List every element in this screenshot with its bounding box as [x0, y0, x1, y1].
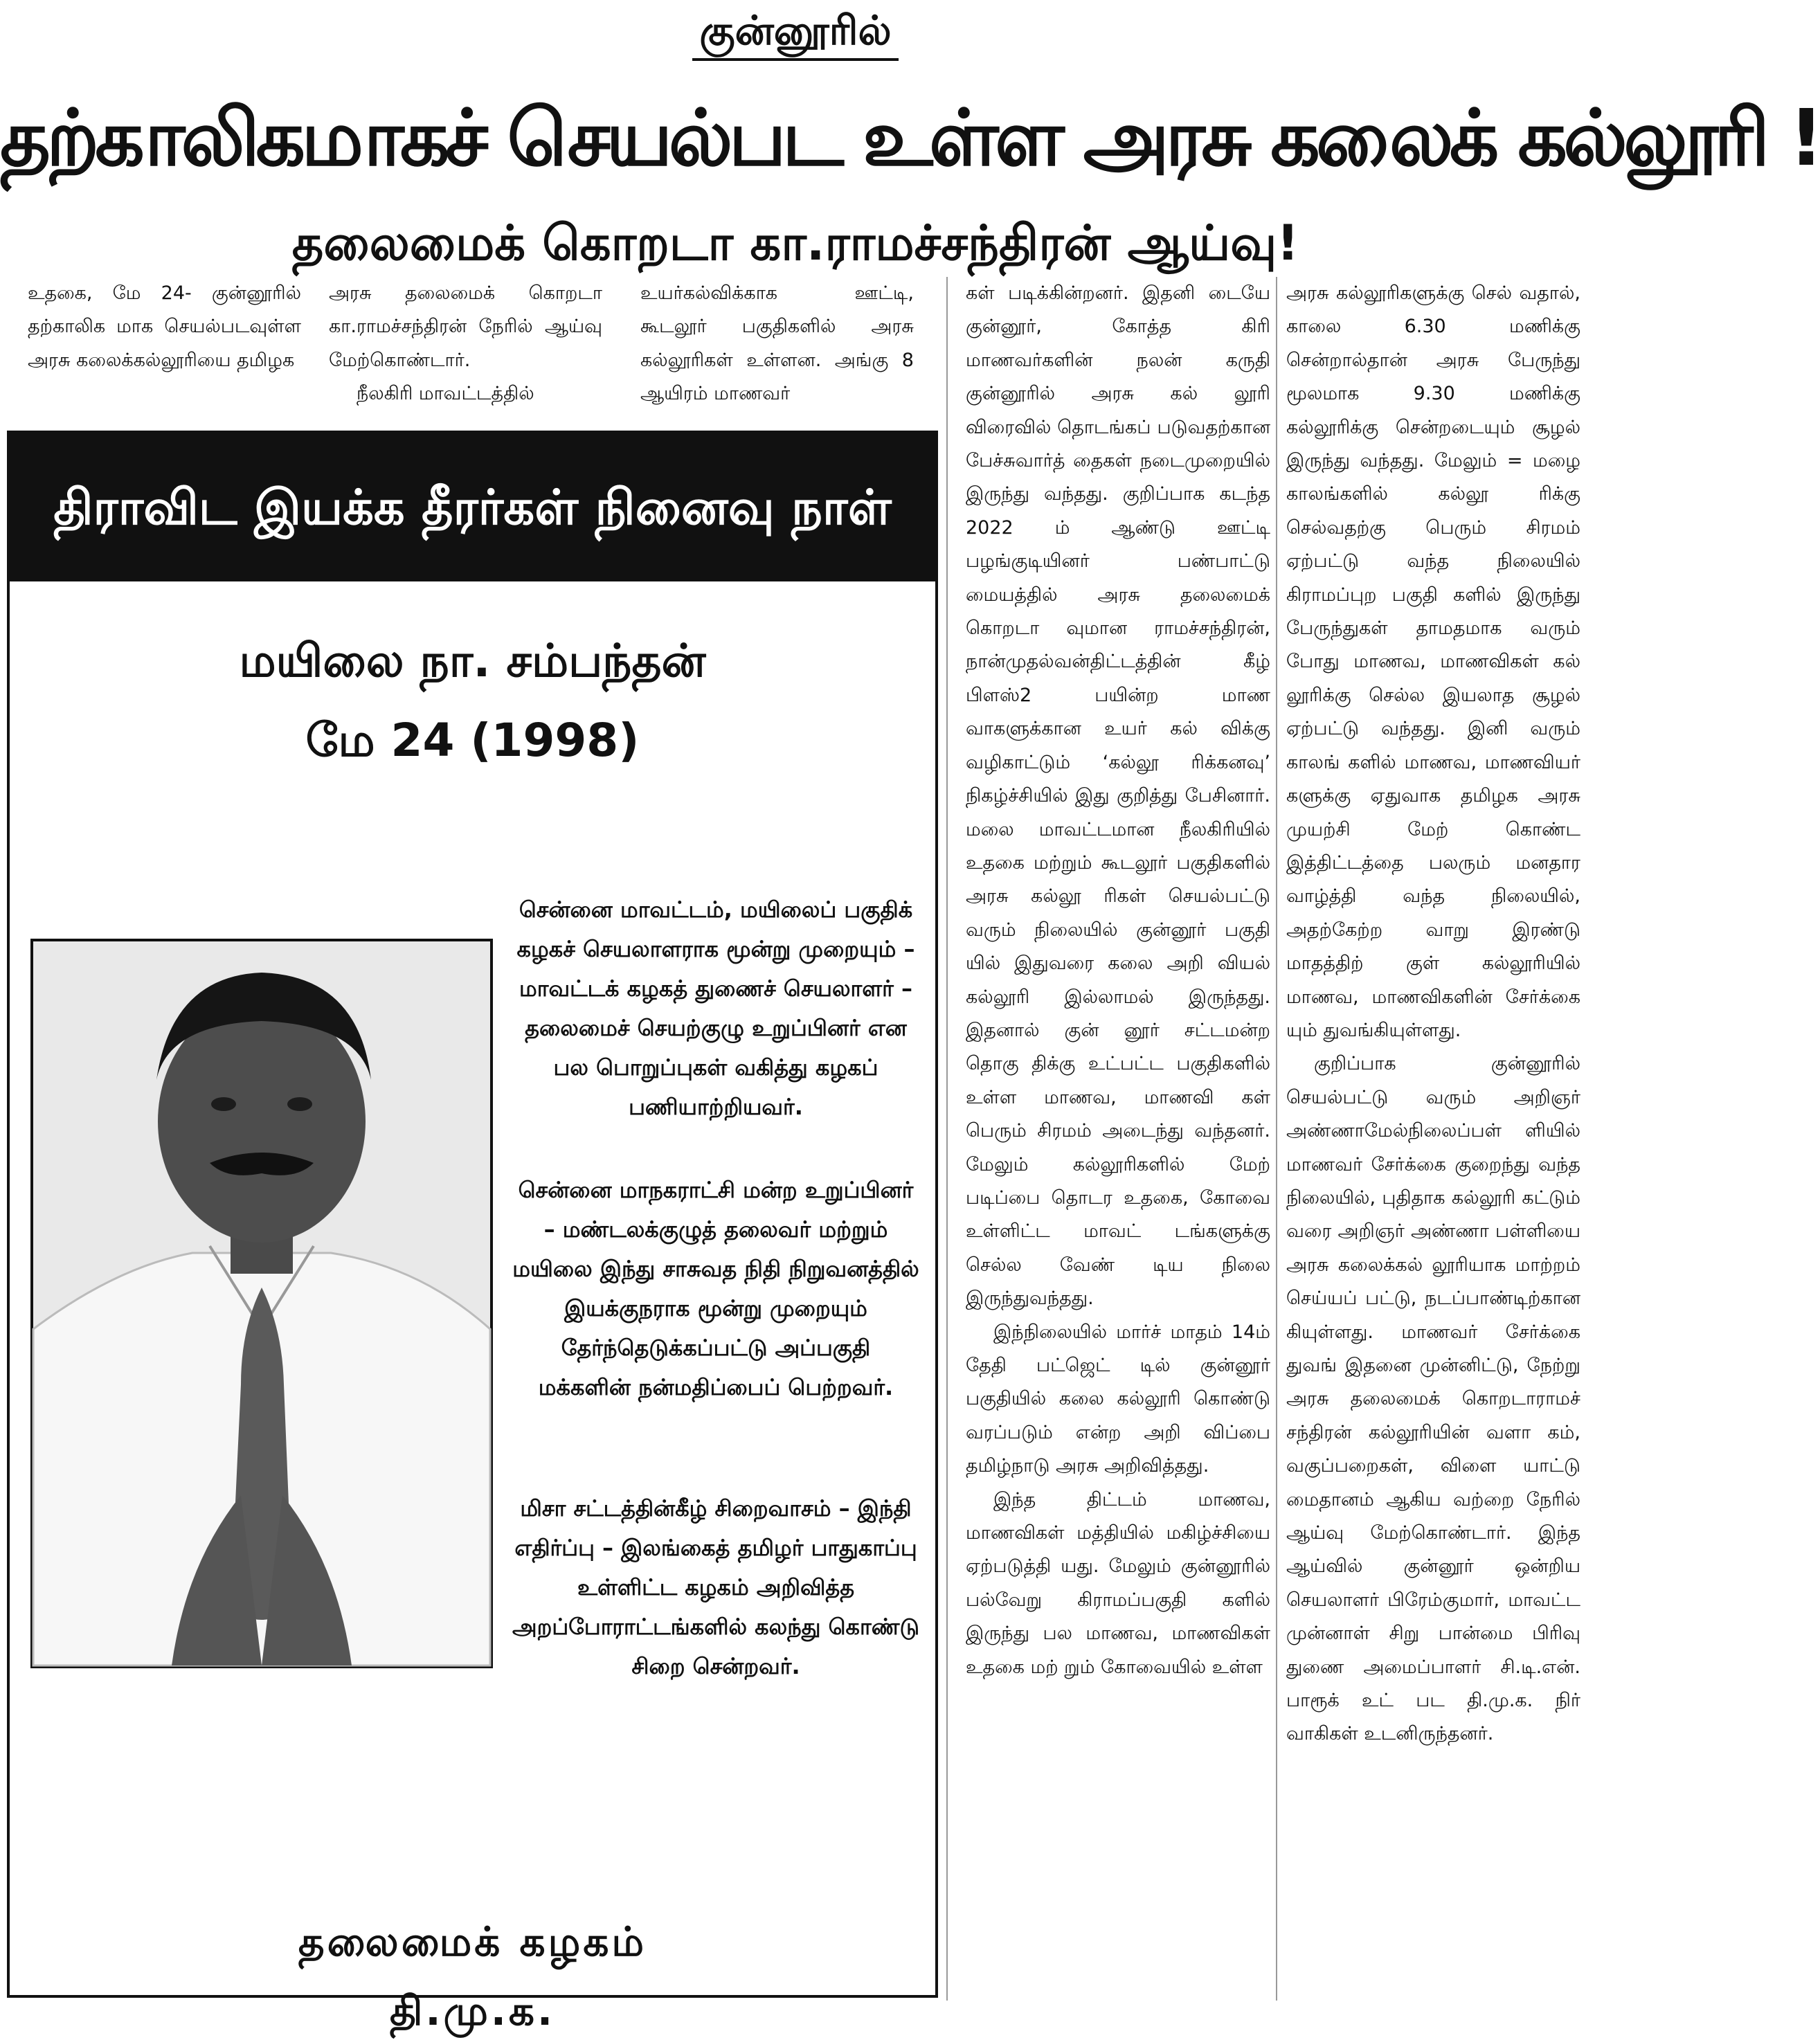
column-5-para-1: அரசு கல்லூரிகளுக்கு செல் வதால், காலை 6.30 மணிக்கு சென்றால்தான் அரசு பேருந்து மூலமாக 9.30 மணிக்கு கல்லூரிக்கு சென்றடையும் சூழல் இருந்து வந்தது. மேலும் = மழை காலங்களில் கல்லூ ரிக்கு செல்வதற்கு பெரும் சிரமம் ஏற்பட்டு வந்த நிலையில் கிராமப்புற பகுதி களில் இருந்து பேருந்துகள் தாமதமாக வரும் போது மாணவ, மாணவிகள் கல் லூரிக்கு செல்ல இயலாத சூழல் ஏற்பட்டு வந்தது. இனி வரும் காலங் களில் மாணவ, மாணவியர் களுக்கு ஏதுவாக தமிழக அரசு முயற்சி மேற் கொண்ட இத்திட்டத்தை பலரும் மனதார வாழ்த்தி வந்த நிலையில், அதற்கேற்ற வாறு இரண்டு மாதத்திற் குள் கல்லூரியில் மாணவ, மாணவிகளின் சேர்க்கை யும் துவங்கியுள்ளது.: [1286, 282, 1580, 1041]
portrait-illustration: [33, 941, 490, 1666]
ad-signature-party: தி.மு.க.: [389, 1987, 556, 2034]
article-column-1: [28, 277, 301, 377]
ad-signature-org: தலைமைக் கழகம்: [298, 1918, 647, 1965]
column-1-text: உதகை, மே 24- குன்னூரில் தற்காலிக மாக செயல்படவுள்ள அரசு கலைக்கல்லூரியை தமிழக: [28, 282, 301, 371]
column-4-para-3: இந்த திட்டம் மாணவ, மாணவிகள் மத்தியில் மகிழ்ச்சியை ஏற்படுத்தி யது. மேலும் குன்னூரில் பல்வேறு கிராமப்பகுதி களில் இருந்து பல மாணவ, மாணவிகள் உதகை மற் றும் கோவையில் உள்ள: [966, 1488, 1270, 1678]
column-divider: [1276, 277, 1277, 2001]
column-5-para-2: குறிப்பாக குன்னூரில் செயல்பட்டு வரும் அறிஞர் அண்ணாமேல்நிலைப்பள் ளியில் மாணவர் சேர்க்கை குறைந்து வந்த நிலையில், புதிதாக கல்லூரி கட்டும் வரை அறிஞர் அண்ணா பள்ளியை அரசு கலைக்கல் லூரியாக மாற்றம் செய்யப் பட்டு, நடப்பாண்டிற்கான கியுள்ளது. மாணவர் சேர்க்கை துவங் இதனை முன்னிட்டு, நேற்று அரசு தலைமைக் கொறடாராமச் சந்திரன் கல்லூரியின் வளா கம், வகுப்பறைகள், விளை யாட்டு மைதானம் ஆகிய வற்றை நேரில் ஆய்வு மேற்கொண்டார். இந்த ஆய்வில் குன்னூர் ஒன்றிய செயலாளர் பிரேம்குமார், மாவட்ட முன்னாள் சிறு பான்மை பிரிவு துணை அமைப்பாளர் சி.டி.என். பாரூக் உட் பட தி.மு.க. நிர் வாகிகள் உடனிருந்தனர்.: [1286, 1053, 1580, 1745]
column-2-text-b: நீலகிரி மாவட்டத்தில்: [357, 383, 534, 405]
memorial-ad: [7, 431, 938, 2034]
article-column-2: [329, 277, 602, 411]
ad-bio-paragraph-3: மிசா சட்டத்தின்கீழ் சிறைவாசம் – இந்தி எதிர்ப்பு – இலங்கைத் தமிழர் பாதுகாப்பு உள்ளிட்ட கழகம் அறிவித்த அறப்போராட்டங்களில் கலந்து கொண்டு சிறை சென்றவர்.: [512, 1495, 919, 1679]
column-4-para-1: கள் படிக்கின்றனர். இதனி டையே குன்னூர், கோத்த கிரி மாணவர்களின் நலன் கருதி குன்னூரில் அரசு கல் லூரி விரைவில் தொடங்கப் படுவதற்கான பேச்சுவார்த் தைகள் நடைமுறையில் இருந்து வந்தது. குறிப்பாக கடந்த 2022 ம் ஆண்டு ஊட்டி பழங்குடியினர் பண்பாட்டு மையத்தில் அரசு தலைமைக் கொறடா வுமான ராமச்சந்திரன், நான்முதல்வன்திட்டத்தின் கீழ் பிளஸ்2 பயின்ற மாண வாகளுக்கான உயர் கல் விக்கு வழிகாட்டும் ‘கல்லூ ரிக்கனவு’ நிகழ்ச்சியில் இது குறித்து பேசினார். மலை மாவட்டமான நீலகிரியில் உதகை மற்றும் கூடலூர் பகுதிகளில் அரசு கல்லூ ரிகள் செயல்பட்டு வரும் நிலையில் குன்னூர் பகுதி யில் இதுவரை கலை அறி வியல் கல்லூரி இல்லாமல் இருந்தது. இதனால் குன் னூர் சட்டமன்ற தொகு திக்கு உட்பட்ட பகுதிகளில் உள்ள மாணவ, மாணவி கள் பெரும் சிரமம் அடைந்து வந்தனர். மேலும் கல்லூரிகளில் மேற் படிப்பை தொடர உதகை, கோவை உள்ளிட்ட மாவட் டங்களுக்கு செல்ல வேண் டிய நிலை இருந்துவந்தது.: [966, 282, 1270, 1310]
column-4-para-2: இந்நிலையில் மார்ச் மாதம் 14ம் தேதி பட்ஜெட் டில் குன்னூர் பகுதியில் கலை கல்லூரி கொண்டு வரப்படும் என்ற அறி விப்பை தமிழ்நாடு அரசு அறிவித்தது.: [966, 1321, 1270, 1477]
kicker: குன்னூரில்: [0, 7, 1591, 60]
ad-bio-paragraph-1: சென்னை மாவட்டம், மயிலைப் பகுதிக் கழகச் செயலாளராக மூன்று முறையும் – மாவட்டக் கழகத் துணைச் செயலாளர் – தலைமைச் செயற்குழு உறுப்பினர் என பல பொறுப்புகள் வகித்து கழகப் பணியாற்றியவர்.: [516, 896, 915, 1120]
headline: தற்காலிகமாகச் செயல்பட உள்ள அரசு கலைக் கல்லூரி !: [0, 93, 1820, 183]
article-column-3: [640, 277, 914, 411]
ad-date: மே 24 (1998): [305, 714, 640, 767]
article-column-4: [966, 277, 1270, 1684]
ad-banner: திராவிட இயக்க தீரர்கள் நினைவு நாள்: [10, 433, 935, 581]
portrait-photo: [30, 939, 493, 1668]
column-2-text: அரசு தலைமைக் கொறடா கா.ராமச்சந்திரன் நேரில் ஆய்வு மேற்கொண்டார்.: [329, 282, 602, 371]
ad-bio-paragraph-2: சென்னை மாநகராட்சி மன்ற உறுப்பினர் – மண்டலக்குழுத் தலைவர் மற்றும் மயிலை இந்து சாசுவத நிதி நிறுவனத்தில் இயக்குநராக மூன்று முறையும் தேர்ந்தெடுக்கப்பட்டு அப்பகுதி மக்களின் நன்மதிப்பைப் பெற்றவர்.: [512, 1177, 919, 1400]
column-divider: [946, 277, 948, 2001]
article-column-5: [1286, 277, 1580, 1751]
ad-person-name: மயிலை நா. சம்பந்தன்: [239, 634, 706, 687]
column-3-text: உயர்கல்விக்காக ஊட்டி, கூடலூர் பகுதிகளில் அரசு கல்லூரிகள் உள்ளன. அங்கு 8 ஆயிரம் மாணவர்: [640, 282, 914, 405]
subhead: தலைமைக் கொறடா கா.ராமச்சந்திரன் ஆய்வு!: [291, 215, 1299, 271]
